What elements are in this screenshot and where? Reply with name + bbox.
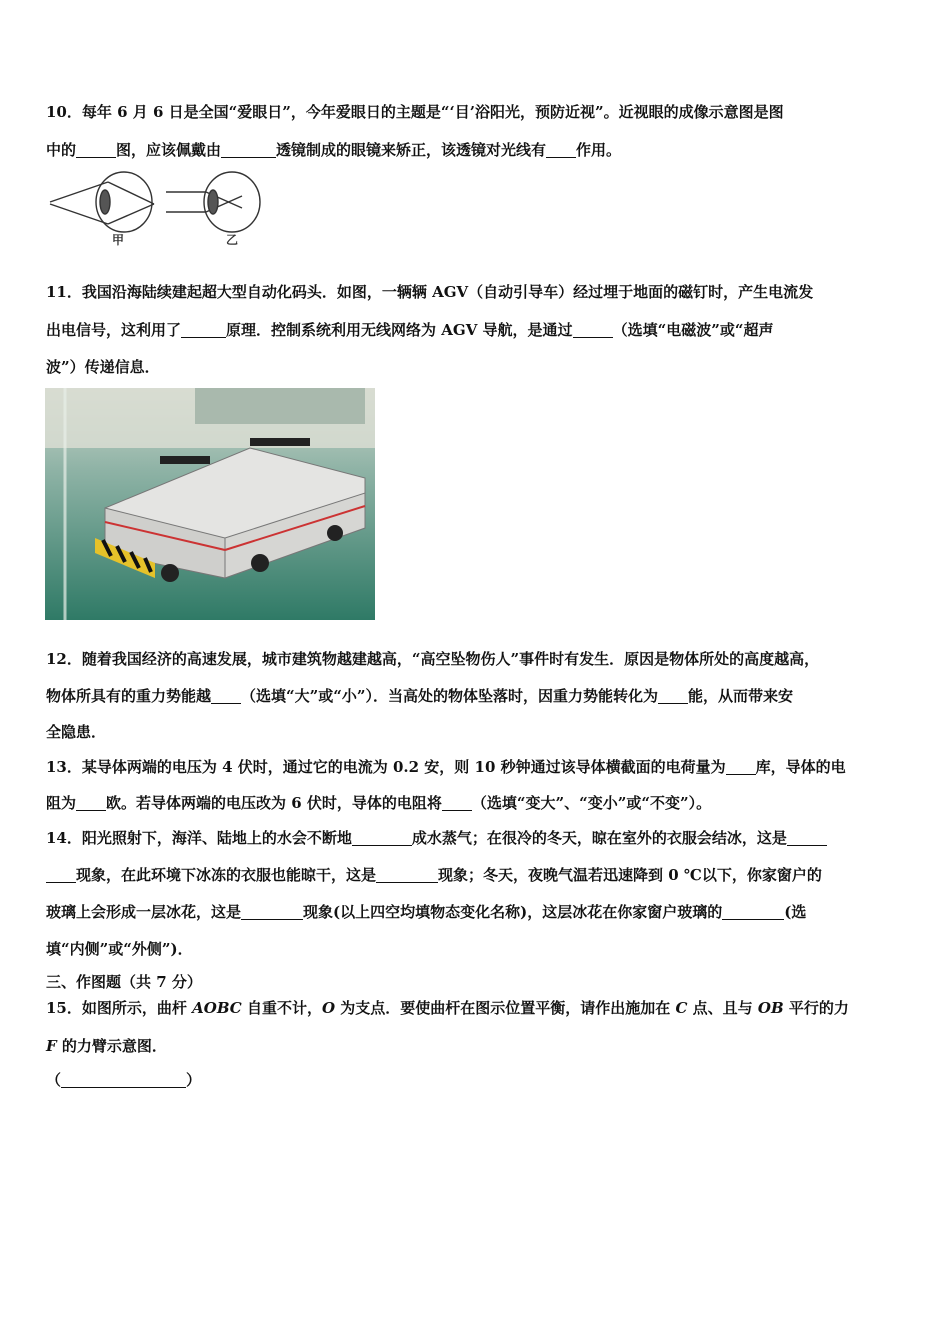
q11-text-c: （选填“电磁波”或“超声 <box>612 321 774 339</box>
q10-blank-2 <box>221 142 276 158</box>
q10-blank-3 <box>546 142 576 158</box>
q15-var-c: C <box>675 999 688 1017</box>
q14-line3 <box>46 902 806 922</box>
q15-var-aobc: AOBC <box>192 999 242 1017</box>
q13-blank-2 <box>76 795 106 811</box>
q14-text-g: (选 <box>784 903 807 921</box>
q15-line1 <box>46 998 849 1018</box>
q10-text-a: 中的 <box>46 141 77 159</box>
q11-line2 <box>46 320 773 340</box>
q15-answer <box>46 1070 201 1090</box>
q15-var-o: O <box>321 999 336 1017</box>
q11-line3: 波”）传递信息． <box>46 358 160 376</box>
q11-blank-2 <box>573 322 613 338</box>
q12-blank-2 <box>658 688 688 704</box>
q14-blank-2b <box>46 867 76 883</box>
q14-text-f: 现象(以上四空均填物态变化名称)，这层冰花在你家窗户玻璃的 <box>303 903 723 921</box>
myopia-eye-diagram <box>46 168 261 250</box>
q15-answer-close: ） <box>186 1071 202 1089</box>
q13-text-c: 阻为 <box>46 794 77 812</box>
eye-label-jia: 甲 <box>112 233 125 247</box>
q15-answer-blank <box>61 1072 186 1088</box>
q14-text-a: 14．阳光照射下，海洋、陆地上的水会不断地 <box>46 829 352 847</box>
q10-text-d: 作用。 <box>576 141 622 159</box>
eye-diagram-left <box>50 172 154 232</box>
q14-line2 <box>46 865 822 885</box>
q14-blank-5 <box>722 904 784 920</box>
q10-blank-1 <box>76 142 116 158</box>
q15-text-e: 为支点．要使曲杆在图示位置平衡，请作出施加在 <box>335 999 676 1017</box>
q15-text-i: 平行的力 <box>783 999 849 1017</box>
q10-text-c: 透镜制成的眼镜来矫正，该透镜对光线有 <box>276 141 547 159</box>
q14-blank-4 <box>241 904 303 920</box>
q10-line2 <box>46 140 621 160</box>
q15-text-c: 自重不计， <box>241 999 322 1017</box>
q14-line4: 填“内侧”或“外侧”)． <box>46 940 193 958</box>
q12-line3: 全隐患． <box>46 723 107 741</box>
eye-diagram-right <box>166 172 260 232</box>
q13-text-d: 欧。若导体两端的电压改为 6 伏时，导体的电阻将 <box>106 794 442 812</box>
q10-text-b: 图，应该佩戴由 <box>116 141 222 159</box>
q14-blank-1 <box>352 830 412 846</box>
q14-text-e: 玻璃上会形成一层冰花，这是 <box>46 903 242 921</box>
eye-label-yi: 乙 <box>226 233 239 247</box>
q13-line1 <box>46 757 846 777</box>
q12-text-c: 能，从而带来安 <box>688 687 794 705</box>
q13-text-e: （选填“变大”、“变小”或“不变”）。 <box>471 794 712 812</box>
q14-text-b: 成水蒸气；在很冷的冬天，晾在室外的衣服会结冰，这是 <box>411 829 787 847</box>
q13-text-b: 库，导体的电 <box>755 758 846 776</box>
q15-answer-open: （ <box>46 1071 62 1089</box>
q13-text-a: 13．某导体两端的电压为 4 伏时，通过它的电流为 0.2 安，则 10 秒钟通过该导体横截面的电荷量为 <box>46 758 726 776</box>
q14-blank-2a <box>787 830 827 846</box>
q14-text-d: 现象；冬天，夜晚气温若迅速降到 0 ℃以下，你家窗户的 <box>438 866 822 884</box>
q10-line1: 10．每年 6 月 6 日是全国“爱眼日”，今年爱眼日的主题是“‘目’浴阳光，预防近视”。近视眼的成像示意图是图 <box>46 103 784 121</box>
q15-line2 <box>46 1036 167 1056</box>
q12-blank-1 <box>211 688 241 704</box>
q15-text-f: 的力臂示意图． <box>56 1037 167 1055</box>
q11-blank-1 <box>181 322 226 338</box>
q13-blank-1 <box>726 759 756 775</box>
q15-var-f: F <box>46 1037 57 1055</box>
q12-text-b: （选填“大”或“小”）．当高处的物体坠落时，因重力势能转化为 <box>241 687 659 705</box>
q12-line2 <box>46 686 793 706</box>
section-title-drawing: 三、作图题（共 7 分） <box>46 973 202 991</box>
agv-vehicle-photo <box>45 388 375 620</box>
q15-text-a: 15．如图所示，曲杆 <box>46 999 193 1017</box>
q15-var-ob: OB <box>757 999 784 1017</box>
q11-text-a: 出电信号，这利用了 <box>46 321 182 339</box>
q14-blank-3 <box>376 867 438 883</box>
q11-line1: 11．我国沿海陆续建起超大型自动化码头．如图，一辆辆 AGV（自动引导车）经过埋于地面的磁钉时，产生电流发 <box>46 283 814 301</box>
q12-text-a: 物体所具有的重力势能越 <box>46 687 212 705</box>
q14-line1 <box>46 828 827 848</box>
q12-line1: 12．随着我国经济的高速发展，城市建筑物越建越高，“高空坠物伤人”事件时有发生．原因是物体所处的高度越高， <box>46 650 820 668</box>
q13-line2 <box>46 793 711 813</box>
q14-text-c: 现象，在此环境下冰冻的衣服也能晾干，这是 <box>76 866 377 884</box>
q13-blank-3 <box>442 795 472 811</box>
q11-text-b: 原理．控制系统利用无线网络为 AGV 导航，是通过 <box>226 321 573 339</box>
q15-text-g: 点、且与 <box>687 999 758 1017</box>
